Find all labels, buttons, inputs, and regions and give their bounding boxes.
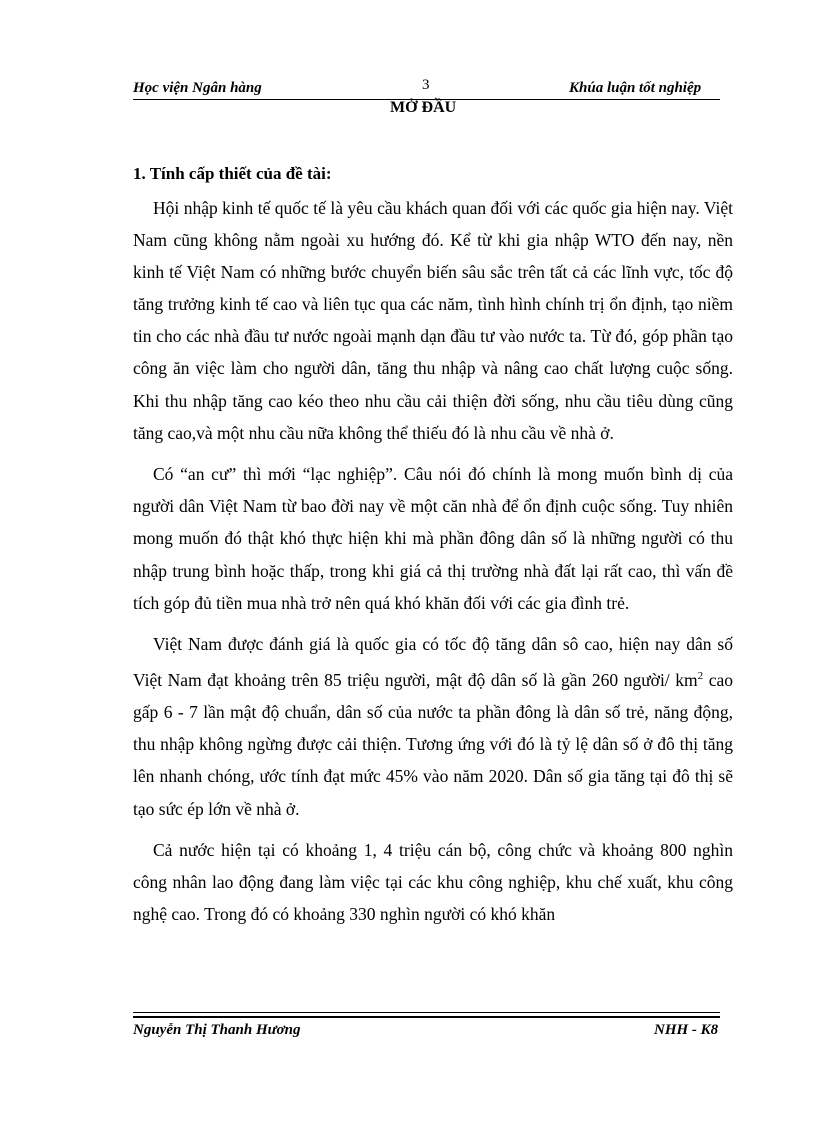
header-document-type: Khúa luận tốt nghiệp — [569, 80, 702, 96]
paragraph-1: Hội nhập kinh tế quốc tế là yêu cầu khách quan đối với các quốc gia hiện nay. Việt Nam cũng không nằm ngoài xu hướng đó. Kể từ khi gia nhập WTO đến nay, nền kinh tế Việt Nam có những bước chuyển biến sâu sắc trên tất cả các lĩnh vực, tốc độ tăng trưởng kinh tế cao và liên tục qua các năm, tình hình chính trị ổn định, tạo niềm tin cho các nhà đầu tư nước ngoài mạnh dạn đầu tư vào nước ta. Từ đó, góp phần tạo công ăn việc làm cho người dân, tăng thu nhập và nâng cao chất lượng cuộc sống. Khi thu nhập tăng cao kéo theo nhu cầu cải thiện đời sống, nhu cầu tiêu dùng cũng tăng cao,và một nhu cầu nữa không thể thiếu đó là nhu cầu về nhà ở. — [133, 198, 733, 443]
paragraph-2: Có “an cư” thì mới “lạc nghiệp”. Câu nói đó chính là mong muốn bình dị của người dân Việt Nam từ bao đời nay về một căn nhà để ổn định cuộc sống. Tuy nhiên mong muốn đó thật khó thực hiện khi mà phần đông dân số là những người có thu nhập trung bình hoặc thấp, trong khi giá cả thị trường nhà đất lại rất cao, thì vấn đề tích góp đủ tiền mua nhà trở nên quá khó khăn đối với các gia đình trẻ. — [133, 464, 733, 613]
footer-author: Nguyễn Thị Thanh Hương — [133, 1022, 301, 1038]
paragraph-3-end: cao gấp 6 - 7 lần mật độ chuẩn, dân số của nước ta phần đông là dân số trẻ, năng động, thu nhập không ngừng được cải thiện. Tương ứng với đó là tỷ lệ dân số ở đô thị tăng lên nhanh chóng, ước tính đạt mức 45% vào năm 2020. Dân số gia tăng tại đô thị sẽ tạo sức ép lớn về nhà ở. — [133, 670, 733, 819]
paragraph-3 — [133, 628, 733, 824]
header-institution: Học viện Ngân hàng — [133, 80, 262, 96]
superscript-2: 2 — [697, 670, 704, 683]
page-number: 3 — [422, 77, 430, 93]
paragraph-3-start: Việt Nam được đánh giá là quốc gia có tốc độ tăng dân sô cao, hiện nay dân số Việt Nam đạt khoảng trên 85 triệu người, mật độ dân số là gần 260 người/ km — [133, 634, 733, 691]
page-title: MỞ ĐẦU — [390, 99, 457, 116]
footer-rule-thick — [133, 1016, 720, 1018]
paragraph-4: Cả nước hiện tại có khoảng 1, 4 triệu cán bộ, công chức và khoảng 800 nghìn công nhân lao động đang làm việc tại các khu công nghiệp, khu chế xuất, khu công nghệ cao. Trong đó có khoảng 330 nghìn người có khó khăn — [133, 840, 733, 925]
section-heading: 1. Tính cấp thiết của đề tài: — [133, 164, 332, 183]
footer-rule-thin — [133, 1012, 720, 1013]
body-text — [133, 192, 733, 940]
footer-class: NHH - K8 — [654, 1022, 719, 1038]
